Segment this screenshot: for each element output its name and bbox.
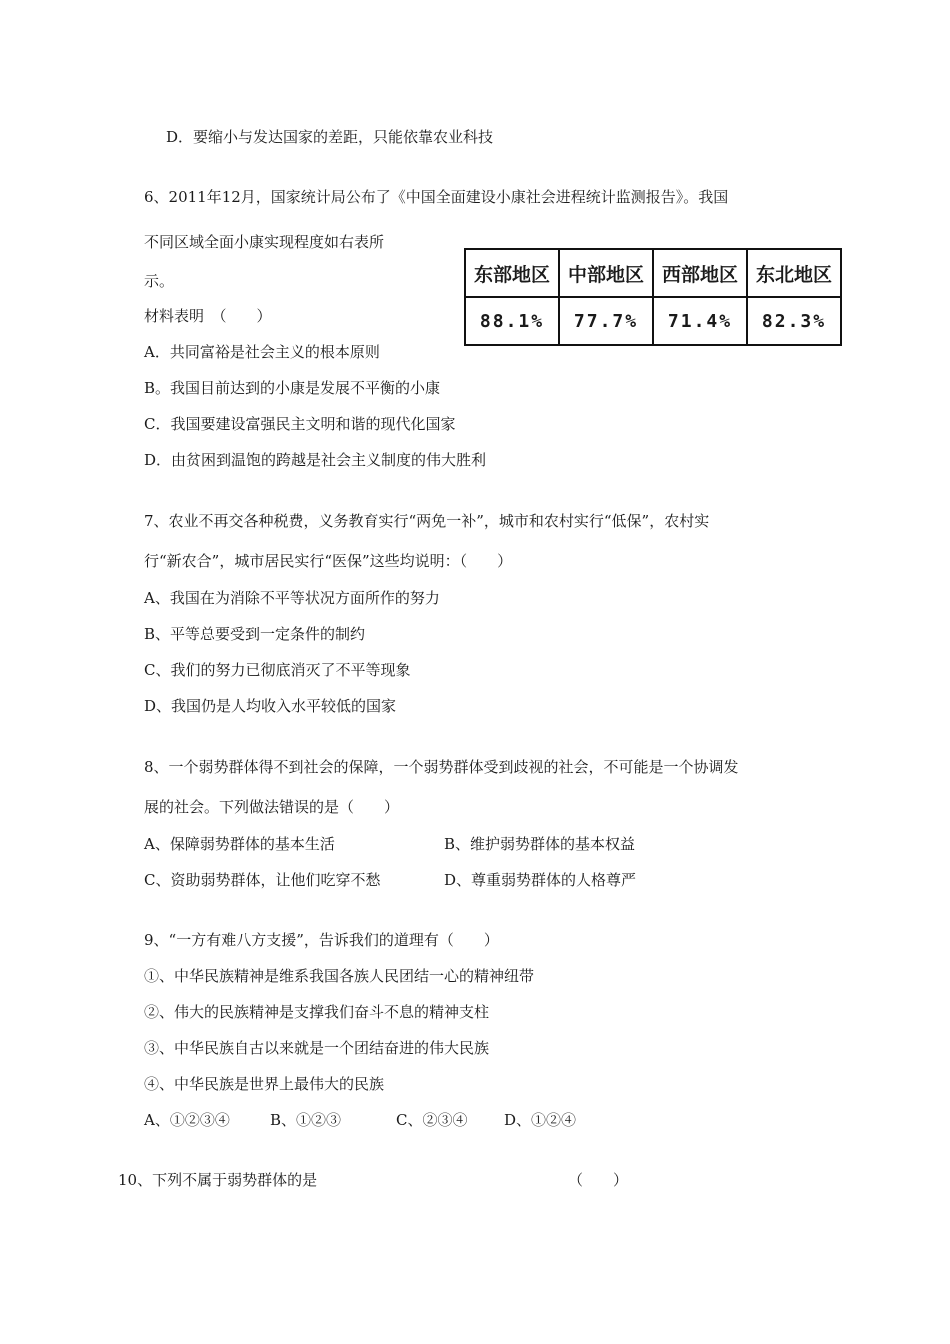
q6-option-c: C．我国要建设富强民主文明和谐的现代化国家 [144,415,456,433]
q7-option-b: B、平等总要受到一定条件的制约 [144,625,366,643]
q8-option-c: C、资助弱势群体，让他们吃穿不愁 [144,871,381,889]
q6-stem-line2: 不同区域全面小康实现程度如右表所 [144,233,385,251]
table-value-row [465,297,841,345]
q8-option-a: A、保障弱势群体的基本生活 [144,835,335,853]
q7-option-a: A、我国在为消除不平等状况方面所作的努力 [144,589,440,607]
table-header-cell: 中部地区 [559,249,653,297]
q6-region-table [464,248,842,346]
q6-option-a: A．共同富裕是社会主义的根本原则 [144,343,380,361]
q9-choice-c: C、②③④ [396,1111,468,1129]
q9-choice-d: D、①②④ [504,1111,577,1129]
q6-stem-line1: 6、2011年12月，国家统计局公布了《中国全面建设小康社会进程统计监测报告》。我国 [144,188,729,206]
q10-stem: 10、下列不属于弱势群体的是 [118,1171,318,1189]
q8-stem-line2: 展的社会。下列做法错误的是（ ） [144,798,400,816]
table-value-cell: 71.4% [653,297,747,345]
q6-stem-line3: 示。 [144,272,175,290]
q7-option-c: C、我们的努力已彻底消灭了不平等现象 [144,661,411,679]
q9-statement-2: ②、伟大的民族精神是支撑我们奋斗不息的精神支柱 [144,1003,490,1021]
q9-statement-3: ③、中华民族自古以来就是一个团结奋进的伟大民族 [144,1039,490,1057]
q9-statement-1: ①、中华民族精神是维系我国各族人民团结一心的精神纽带 [144,967,535,985]
table-header-row [465,249,841,297]
q8-option-d: D、尊重弱势群体的人格尊严 [444,871,637,889]
q9-stem: 9、“一方有难八方支援”，告诉我们的道理有（ ） [144,931,499,949]
q9-statement-4: ④、中华民族是世界上最伟大的民族 [144,1075,385,1093]
q8-stem-line1: 8、一个弱势群体得不到社会的保障，一个弱势群体受到歧视的社会，不可能是一个协调发 [144,758,739,776]
q7-stem-line1: 7、农业不再交各种税费，义务教育实行“两免一补”，城市和农村实行“低保”，农村实 [144,512,710,530]
q7-option-d: D、我国仍是人均收入水平较低的国家 [144,697,397,715]
q9-choice-b: B、①②③ [270,1111,342,1129]
q8-option-b: B、维护弱势群体的基本权益 [444,835,636,853]
table-value-cell: 77.7% [559,297,653,345]
q6-stem-line4: 材料表明 （ ） [144,307,272,325]
q5-option-d: D．要缩小与发达国家的差距，只能依靠农业科技 [166,128,494,146]
table-header-cell: 东部地区 [465,249,559,297]
q10-bracket: （ ） [568,1171,629,1189]
table-value-cell: 88.1% [465,297,559,345]
q7-stem-line2: 行“新农合”，城市居民实行“医保”这些均说明：（ ） [144,552,513,570]
q6-option-d: D．由贫困到温饱的跨越是社会主义制度的伟大胜利 [144,451,487,469]
table-header-cell: 西部地区 [653,249,747,297]
q9-choice-a: A、①②③④ [144,1111,230,1129]
table-value-cell: 82.3% [747,297,841,345]
q6-option-b: B。我国目前达到的小康是发展不平衡的小康 [144,379,441,397]
table-header-cell: 东北地区 [747,249,841,297]
